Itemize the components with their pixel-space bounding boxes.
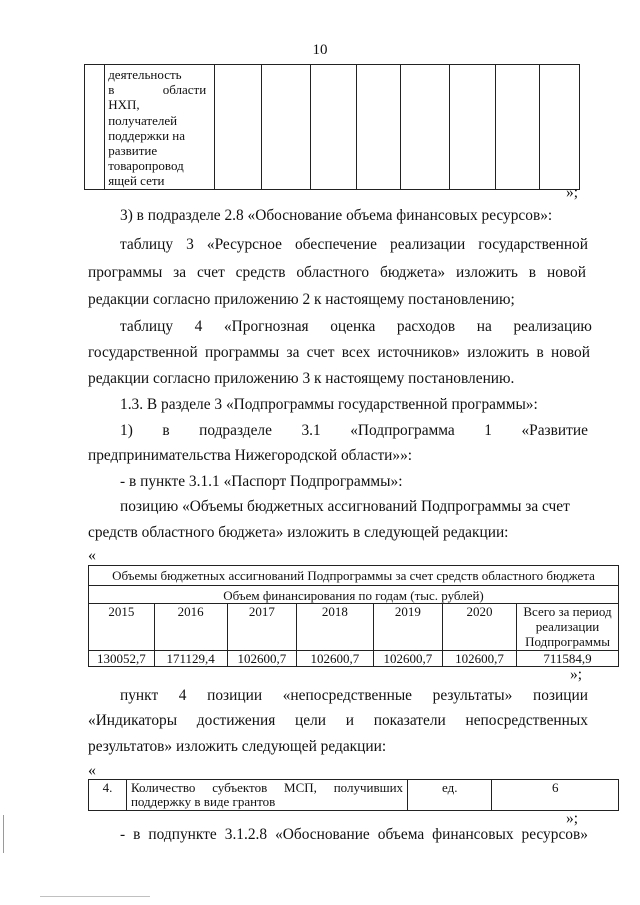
word: всех [341, 344, 371, 361]
indicator-text-line [131, 781, 403, 795]
word: подпункте [148, 826, 217, 843]
table-subtitle: Объем финансирования по годам (тыс. рублей) [89, 586, 619, 604]
scan-mark [3, 815, 4, 853]
word: получивших [333, 780, 404, 795]
paragraph-line [88, 344, 590, 362]
year-header: 2015 [89, 604, 155, 651]
scan-mark [40, 896, 150, 897]
word: Количество [130, 780, 196, 795]
table-cell [214, 65, 261, 190]
total-header-line: Всего за период [523, 604, 612, 619]
cell-word: в [108, 82, 115, 98]
word: «непосредственные [282, 687, 412, 704]
word: источников» [377, 344, 460, 361]
word: счет [196, 264, 225, 281]
year-header: 2019 [373, 604, 442, 651]
table-title: Объемы бюджетных ассигнований Подпрограммы за счет средств областного бюджета [89, 566, 619, 586]
word: в [162, 422, 170, 439]
word: 4 [194, 318, 203, 335]
cell-line: деятельность [108, 67, 182, 82]
word: изложить [467, 344, 530, 361]
table-cell [357, 65, 401, 190]
word: 1) [120, 422, 133, 439]
cell-justified-line [108, 82, 206, 97]
total-header [517, 604, 619, 651]
word: изложить [455, 264, 518, 281]
table-cell [262, 65, 311, 190]
paragraph-line: средств областного бюджета» изложить в следующей редакции: [88, 524, 509, 541]
word: объема [377, 826, 425, 843]
word: 4 [178, 687, 187, 704]
paragraph-line: предпринимательства Нижегородской области»»: [88, 447, 413, 464]
word: средств [235, 264, 286, 281]
word: субъектов [212, 780, 268, 795]
word: таблицу [120, 236, 174, 253]
word: в [528, 264, 537, 281]
word: за [173, 264, 187, 281]
value-cell: 102600,7 [296, 651, 373, 667]
continuation-table [84, 64, 580, 190]
closing-quote: »; [570, 666, 582, 683]
word: новой [550, 344, 590, 361]
year-header: 2020 [443, 604, 517, 651]
word: и [345, 712, 355, 729]
table-cell [450, 65, 496, 190]
paragraph-line [120, 826, 588, 844]
word: «Прогнозная [223, 318, 309, 335]
word: бюджета» [380, 264, 446, 281]
table-cell [310, 65, 356, 190]
closing-quote: »; [566, 810, 578, 827]
indicator-value: 6 [492, 780, 619, 811]
value-cell: 102600,7 [443, 651, 517, 667]
cell-line: получателей [108, 112, 178, 128]
word: 1 [484, 422, 492, 439]
table-cell [539, 65, 579, 190]
year-header: 2016 [154, 604, 227, 651]
indicator-table [88, 779, 619, 811]
total-header-line: Подпрограммы [525, 634, 610, 649]
paragraph-line: результатов» изложить следующей редакции: [88, 738, 387, 755]
word: «Развитие [521, 422, 588, 439]
word: на [476, 318, 492, 335]
word: обеспечение [295, 236, 377, 253]
paragraph-line [120, 318, 592, 336]
word: подразделе [199, 422, 272, 439]
word: «Обоснование [275, 826, 370, 843]
table-cell [496, 65, 539, 190]
word: оценка [330, 318, 376, 335]
word: новой [546, 264, 586, 281]
paragraph-line [120, 422, 588, 440]
word: 3.1 [301, 422, 321, 439]
indicator-number: 4. [89, 780, 127, 811]
paragraph-line: редакции согласно приложению 2 к настоящему постановлению; [88, 291, 515, 308]
word: программы [88, 264, 163, 281]
paragraph-line: - в пункте 3.1.1 «Паспорт Подпрограммы»: [120, 473, 403, 490]
word: 3 [186, 236, 194, 253]
indicator-unit: ед. [408, 780, 492, 811]
word: позиции [207, 687, 263, 704]
table-cell [85, 65, 105, 190]
word: в [133, 826, 141, 843]
total-value-cell: 711584,9 [517, 651, 619, 667]
word: МСП, [284, 780, 317, 795]
word: пункт [120, 687, 159, 704]
cell-line: развитие [108, 143, 158, 159]
word: «Индикаторы [88, 712, 178, 729]
year-header: 2018 [296, 604, 373, 651]
word: непосредственных [465, 712, 588, 729]
indicator-text-line: поддержку в виде грантов [130, 794, 276, 809]
paragraph-line: редакции согласно приложению 3 к настоящему постановлению. [88, 370, 515, 387]
word: реализации [390, 236, 466, 253]
value-cell: 102600,7 [373, 651, 442, 667]
word: достижения [196, 712, 276, 729]
cell-line: поддержки на [108, 127, 186, 143]
word: расходов [396, 318, 456, 335]
table-cell-description [105, 65, 215, 190]
indicator-text [126, 780, 407, 811]
word: цели [295, 712, 327, 729]
paragraph-line: 3) в подразделе 2.8 «Обоснование объема финансовых ресурсов»: [120, 207, 553, 224]
paragraph-line [120, 236, 588, 254]
word: программы [204, 344, 280, 361]
word: таблицу [120, 318, 174, 335]
word: финансовых [432, 826, 514, 843]
closing-quote: »; [566, 184, 578, 201]
cell-line: НХП, [108, 97, 140, 113]
paragraph-line: позицию «Объемы бюджетных ассигнований Подпрограммы за счет [120, 498, 570, 515]
value-cell: 130052,7 [89, 651, 155, 667]
word: в [536, 344, 544, 361]
year-header: 2017 [227, 604, 296, 651]
value-cell: 102600,7 [227, 651, 296, 667]
word: «Подпрограмма [350, 422, 455, 439]
value-cell: 171129,4 [154, 651, 227, 667]
word: - [120, 826, 126, 843]
paragraph-line [120, 687, 588, 705]
cell-word: области [162, 82, 207, 98]
table-cell [401, 65, 450, 190]
word: результаты» [432, 687, 513, 704]
word: за [286, 344, 300, 361]
paragraph-line [88, 712, 588, 730]
word: областного [296, 264, 370, 281]
word: реализацию [513, 318, 592, 335]
section-heading: 1.3. В разделе 3 «Подпрограммы государственной программы»: [120, 396, 538, 413]
open-quote: « [88, 762, 96, 779]
cell-line: товаропровод [108, 158, 184, 174]
word: показатели [373, 712, 446, 729]
cell-line: ящей сети [108, 173, 165, 189]
word: счет [306, 344, 335, 361]
word: государственной [88, 344, 198, 361]
open-quote: « [88, 547, 96, 564]
total-header-line: реализации [535, 619, 600, 634]
budget-table [88, 565, 619, 667]
word: государственной [478, 236, 588, 253]
page-number: 10 [312, 42, 328, 58]
word: «Ресурсное [206, 236, 282, 253]
word: ресурсов» [521, 826, 588, 843]
word: 3.1.2.8 [224, 826, 268, 843]
paragraph-line [88, 264, 586, 282]
word: позиции [532, 687, 588, 704]
